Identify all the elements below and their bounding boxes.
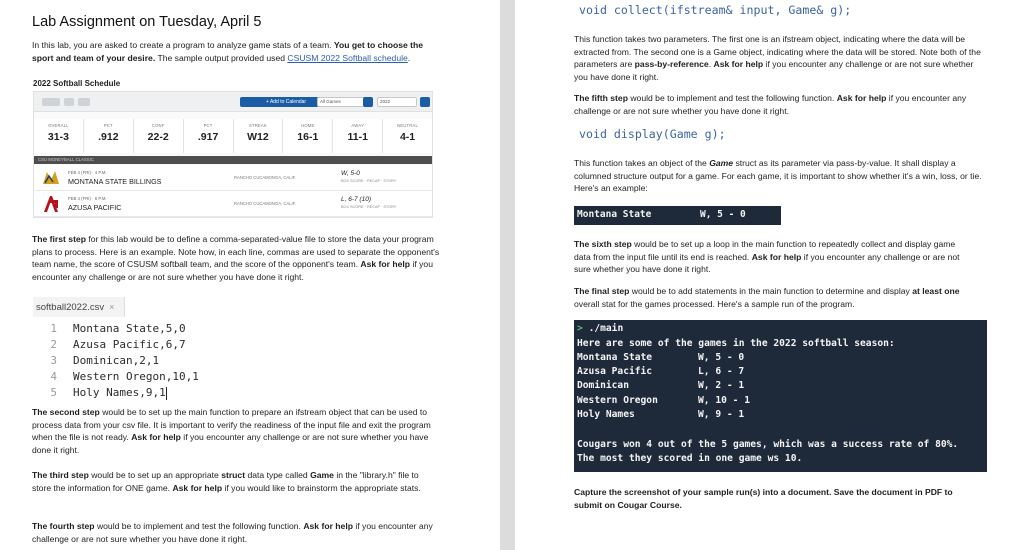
terminal-row: Dominican W, 2 - 1 (577, 380, 745, 391)
text-chip (78, 98, 90, 106)
stat-pct: PCT .912 (84, 119, 134, 153)
terminal-summary: Cougars won 4 out of the 5 games, which was a success rate of 80%. (577, 439, 959, 450)
third-step-paragraph: The third step would be to set up an appropriate struct data type called Game in the "library.h" file to store the information for ONE game. Ask for help if you would like to brainstorm the appropriate stats. (32, 470, 421, 493)
year-go-button[interactable] (420, 97, 430, 107)
capture-instruction: Capture the screenshot of your sample run(s) into a document. Save the document in PDF to submit on Cougar Course. (574, 487, 953, 510)
game-row[interactable] (34, 191, 432, 217)
stat-streak: STREAK W12 (234, 119, 284, 153)
page-gutter (500, 0, 515, 550)
game-result: W, 5-0 (341, 170, 360, 177)
editor-line: 3 Dominican,2,1 (50, 354, 160, 367)
terminal-output (574, 320, 987, 472)
schedule-screenshot (33, 91, 433, 218)
text-cursor (166, 387, 167, 400)
rss-chip (64, 98, 74, 106)
montana-state-logo-icon (41, 168, 61, 188)
editor-line: 5 Holy Names,9,1 (50, 386, 166, 399)
games-select[interactable]: All Games (317, 97, 367, 107)
game-date: FEB 4 (FRI) · 4 P.M. (68, 170, 107, 175)
game-location: RANCHO CUCAMONGA, CALIF. (234, 201, 296, 206)
schedule-heading: 2022 Softball Schedule (33, 79, 121, 88)
azusa-pacific-logo-icon (41, 194, 61, 214)
games-go-button[interactable] (363, 97, 373, 107)
terminal-row: Montana State W, 5 - 0 (577, 352, 745, 363)
final-step-paragraph: The final step would be to add statements in the main function to determine and display at least one overall stat for the games processed. Here's a sample run of the program. (574, 286, 960, 309)
game-date: FEB 4 (FRI) · 6 P.M. (68, 196, 107, 201)
second-step-paragraph: The second step would be to set up the main function to prepare an ifstream object that can be used to process data from your csv file. It is important to verify the readiness of the input file and exit the program when the file is not ready. Ask for help if you encounter any challenge or are not sure whether you have done it right. (32, 407, 431, 455)
intro-period: . (407, 52, 411, 63)
game-location: RANCHO CUCAMONGA, CALIF. (234, 175, 296, 180)
stat-conf-pct: PCT .917 (184, 119, 234, 153)
collect-description: This function takes two parameters. The first one is an ifstream object, indicating where the data will be extracted from. The second one is a Game object, indicating where the data will be stored. Note both of the parameters are pass-by-reference. Ask for help if you encounter any challenge or are not sure whether you have done it right. (574, 34, 981, 82)
left-page (0, 0, 500, 550)
terminal-header: Here are some of the games in the 2022 softball season: (577, 338, 895, 349)
stat-neutral: NEUTRAL 4-1 (397, 123, 419, 143)
sixth-step-paragraph: The sixth step would be to set up a loop in the main function to repeatedly collect and display game data from the input file until its end is reached. Ask for help if you encounter any challenge or are not sure whether you have done it right. (574, 239, 960, 275)
stat-overall: OVERALL 31-3 (34, 119, 84, 153)
year-select[interactable]: 2022 (377, 97, 417, 107)
season-stats (34, 119, 432, 153)
editor-line: 4 Western Oregon,10,1 (50, 370, 199, 383)
csv-filename: softball2022.csv (36, 302, 105, 313)
add-to-calendar-button[interactable]: + Add to Calendar (240, 97, 332, 107)
right-page (515, 0, 1024, 550)
print-chip (42, 98, 60, 106)
game-result: L, 6-7 (10) (341, 196, 371, 203)
intro-bold: You get to choose the sport and team of your desire. (32, 40, 424, 63)
fifth-step-paragraph: The fifth step would be to implement and test the following function. Ask for help if you encounter any challenge or are not sure whether you have done it right. (574, 93, 967, 116)
game-opponent[interactable]: AZUSA PACIFIC (68, 203, 122, 212)
collect-signature: void collect(ifstream& input, Game& g); (579, 3, 852, 17)
schedule-link[interactable]: CSUSM 2022 Softball schedule (287, 52, 408, 63)
editor-line: 2 Azusa Pacific,6,7 (50, 338, 186, 351)
schedule-toolbar (34, 92, 432, 112)
close-tab-icon[interactable]: × (109, 302, 115, 312)
game-row[interactable] (34, 165, 432, 191)
display-description: This function takes an object of the Game struct as its parameter via pass-by-value. It shall display a columned structure output for a game. For each game, it is important to show whether it's a win, loss, or tie. Here's an example: (574, 158, 982, 194)
fourth-step-paragraph: The fourth step would be to implement and test the following function. Ask for help if you encounter any challenge or are not sure whether you have done it right. (32, 521, 433, 544)
game-links[interactable]: BOX SCORE · RECAP · STORY (341, 179, 397, 183)
terminal-row: Azusa Pacific L, 6 - 7 (577, 366, 745, 377)
stat-away: AWAY 11-1 (333, 119, 383, 153)
game-links[interactable]: BOX SCORE · RECAP · STORY (341, 205, 397, 209)
page-title: Lab Assignment on Tuesday, April 5 (32, 14, 262, 30)
terminal-command-line: > ./main (577, 323, 624, 334)
intro-text-2: The sample output provided used (157, 52, 286, 63)
example-team: Montana State (577, 209, 652, 220)
display-signature: void display(Game g); (579, 127, 726, 141)
editor-line: 1 Montana State,5,0 (50, 322, 186, 335)
terminal-summary-2: The most they scored in one game ws 10. (577, 453, 803, 464)
intro-paragraph (32, 39, 437, 64)
stat-home: HOME 16-1 (283, 119, 333, 153)
example-result: W, 5 - 0 (700, 209, 746, 220)
stat-conf: CONF 22-2 (134, 119, 184, 153)
first-step-paragraph: The first step for this lab would be to define a comma-separated-value file to store the data your program plans to process. Here is an example. Note how, in each line, commas are used to separate the opponent's team name, the score of CSUSM softball team, and the score of the opponent's team. Ask for help if you encounter any challenge or are not sure whether you have done it right. (32, 234, 440, 282)
intro-text: In this lab, you are asked to create a program to analyze game stats of a team. (32, 40, 332, 50)
game-opponent[interactable]: MONTANA STATE BILLINGS (68, 177, 162, 186)
example-output (574, 206, 781, 225)
csv-editor[interactable] (33, 317, 433, 401)
terminal-row: Western Oregon W, 10 - 1 (577, 395, 750, 406)
tournament-band: CSU MONEYBALL CLASSIC (34, 156, 432, 164)
terminal-row: Holy Names W, 9 - 1 (577, 409, 745, 420)
csv-file-tab[interactable] (33, 297, 125, 317)
